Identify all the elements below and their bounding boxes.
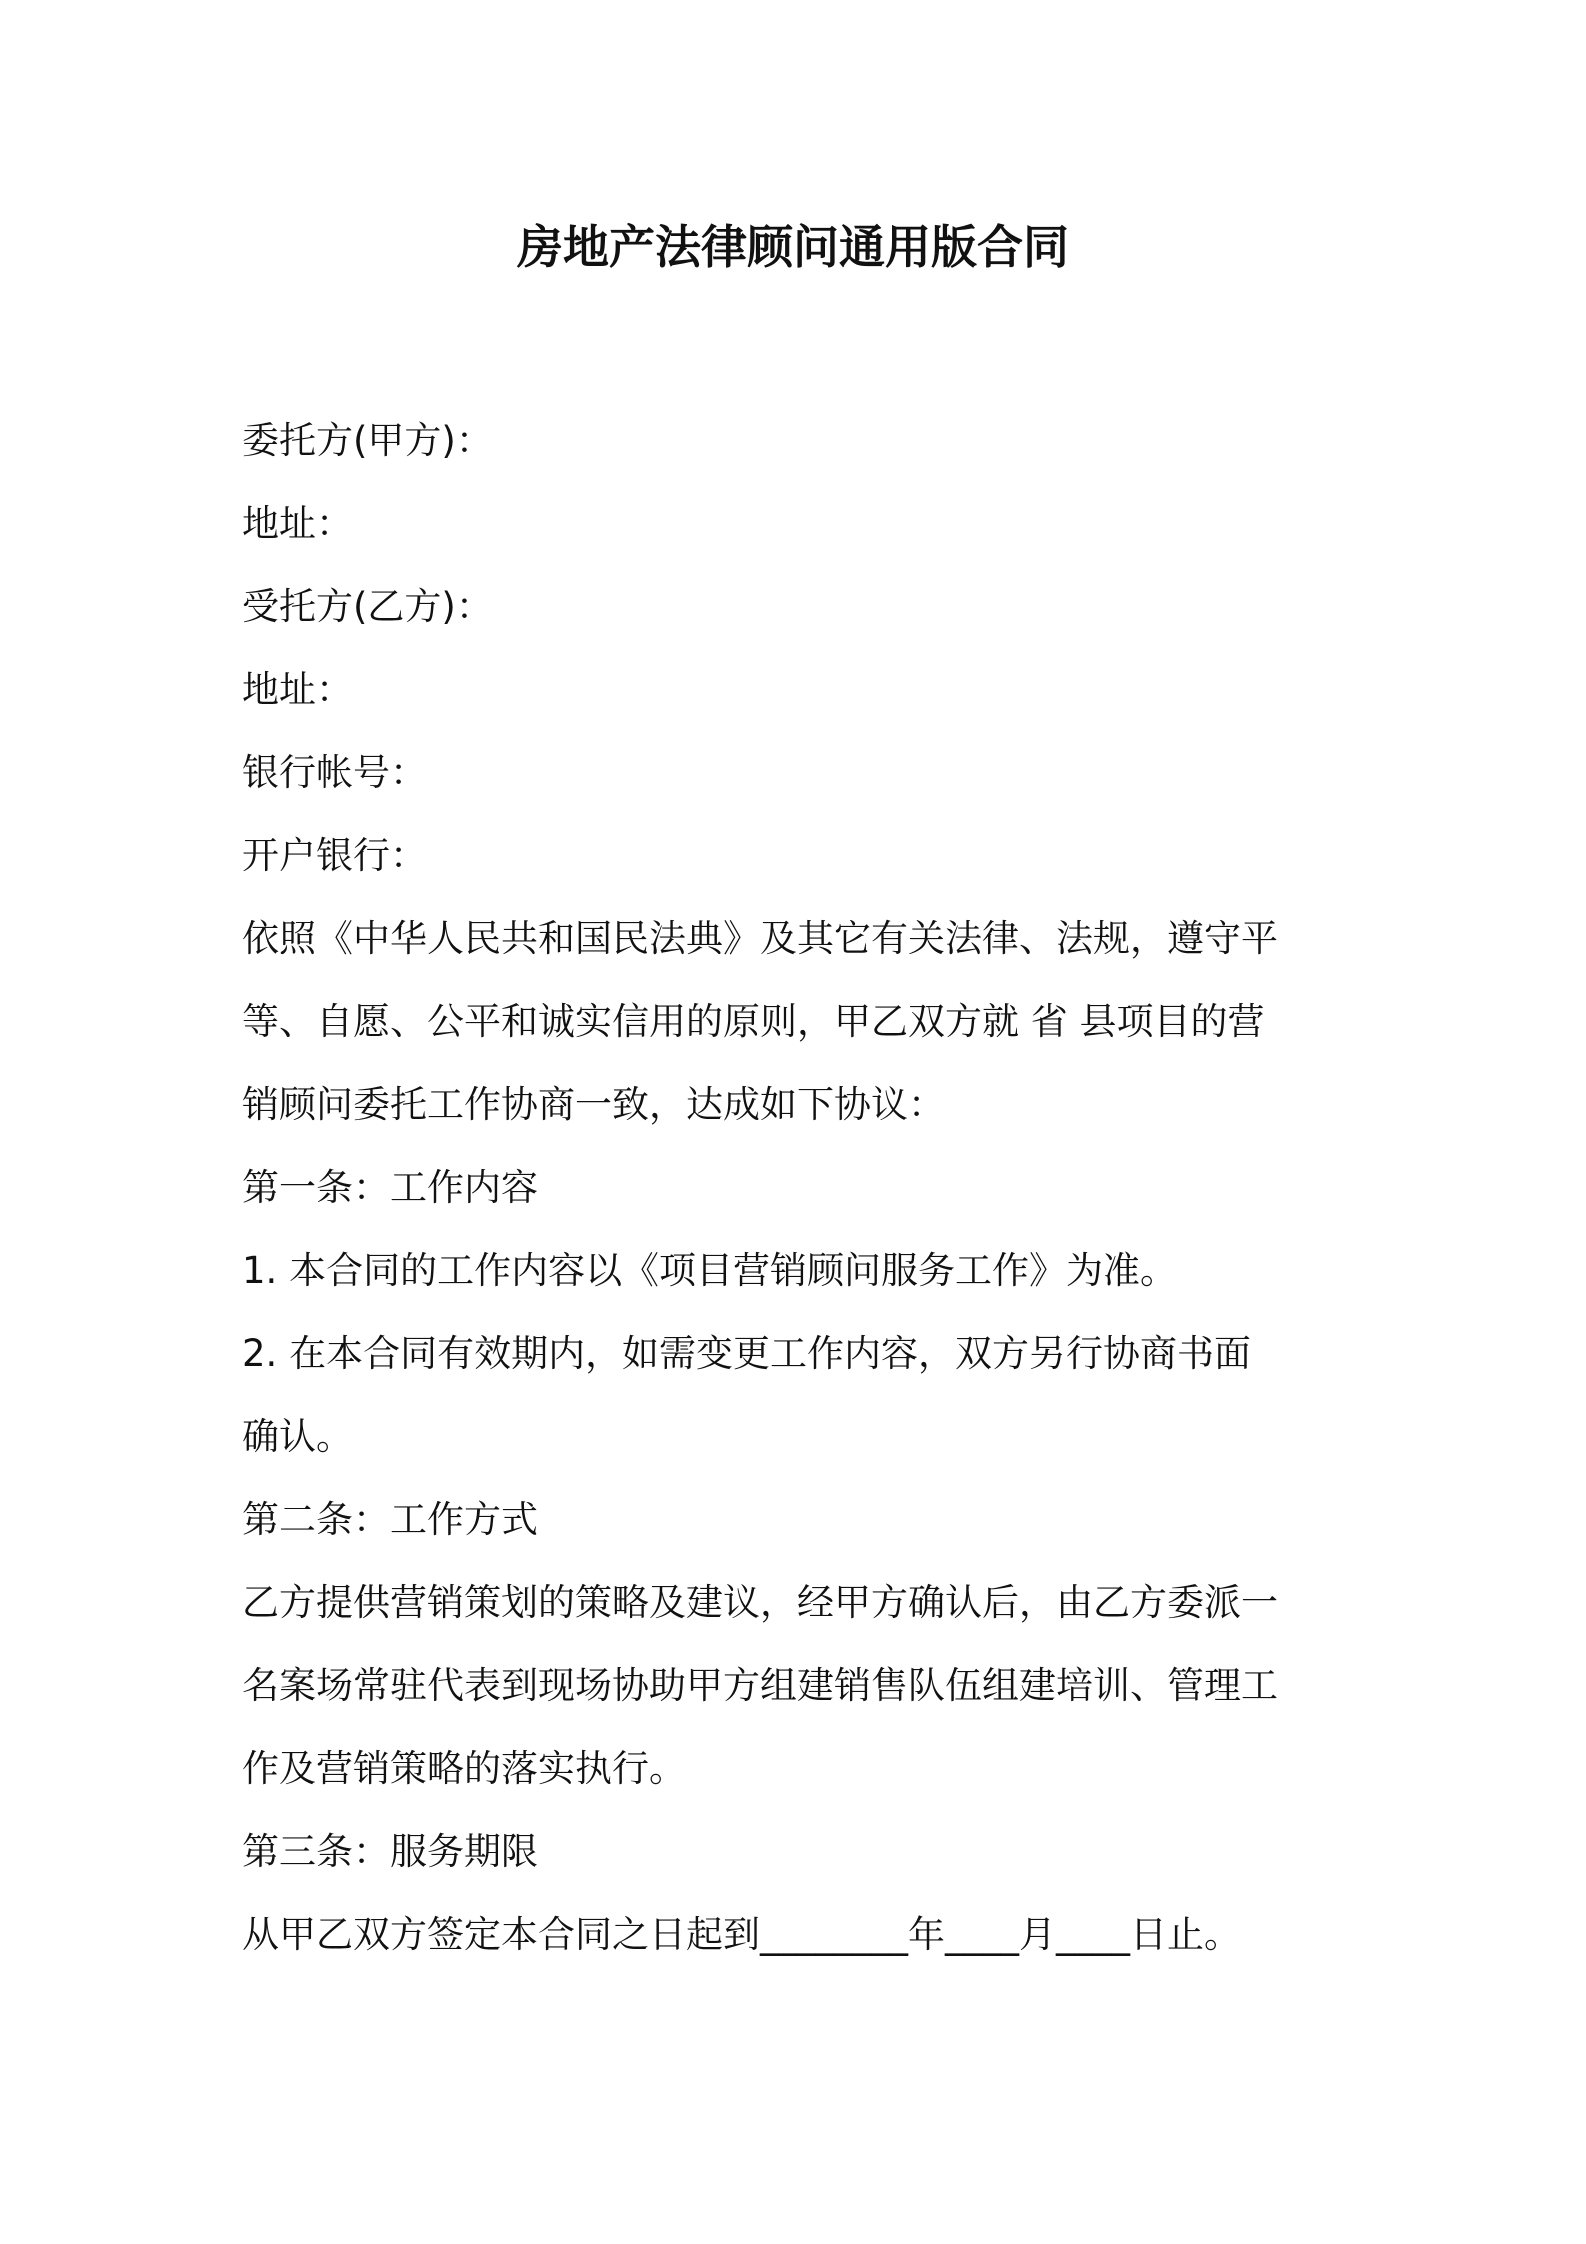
article2-heading: 第二条：工作方式 <box>242 1498 538 1541</box>
preamble-line: 销顾问委托工作协商一致，达成如下协议： <box>242 1083 945 1126</box>
document-body <box>242 399 1352 1976</box>
article1-item2-line: 确认。 <box>242 1415 353 1458</box>
client-field-label: 委托方(甲方)： <box>242 419 493 462</box>
agent-address-label: 地址： <box>242 668 353 711</box>
article3-heading: 第三条：服务期限 <box>242 1830 538 1873</box>
article1-item1: 1. 本合同的工作内容以《项目营销顾问服务工作》为准。 <box>242 1249 1178 1292</box>
bank-name-label: 开户银行： <box>242 834 427 877</box>
article3-term: 从甲乙双方签定本合同之日起到________年____月____日止。 <box>242 1913 1241 1956</box>
article2-line: 名案场常驻代表到现场协助甲方组建销售队伍组建培训、管理工 <box>242 1664 1278 1707</box>
article1-heading: 第一条：工作内容 <box>242 1166 538 1209</box>
article1-item2-line: 2. 在本合同有效期内，如需变更工作内容，双方另行协商书面 <box>242 1332 1252 1375</box>
bank-account-label: 银行帐号： <box>242 751 427 794</box>
article2-line: 作及营销策略的落实执行。 <box>242 1747 686 1790</box>
document-title: 房地产法律顾问通用版合同 <box>517 220 1069 274</box>
preamble-line: 依照《中华人民共和国民法典》及其它有关法律、法规，遵守平 <box>242 917 1278 960</box>
article2-line: 乙方提供营销策划的策略及建议，经甲方确认后，由乙方委派一 <box>242 1581 1278 1624</box>
agent-field-label: 受托方(乙方)： <box>242 585 493 628</box>
client-address-label: 地址： <box>242 502 353 545</box>
preamble-line: 等、自愿、公平和诚实信用的原则，甲乙双方就 省 县项目的营 <box>242 1000 1265 1043</box>
